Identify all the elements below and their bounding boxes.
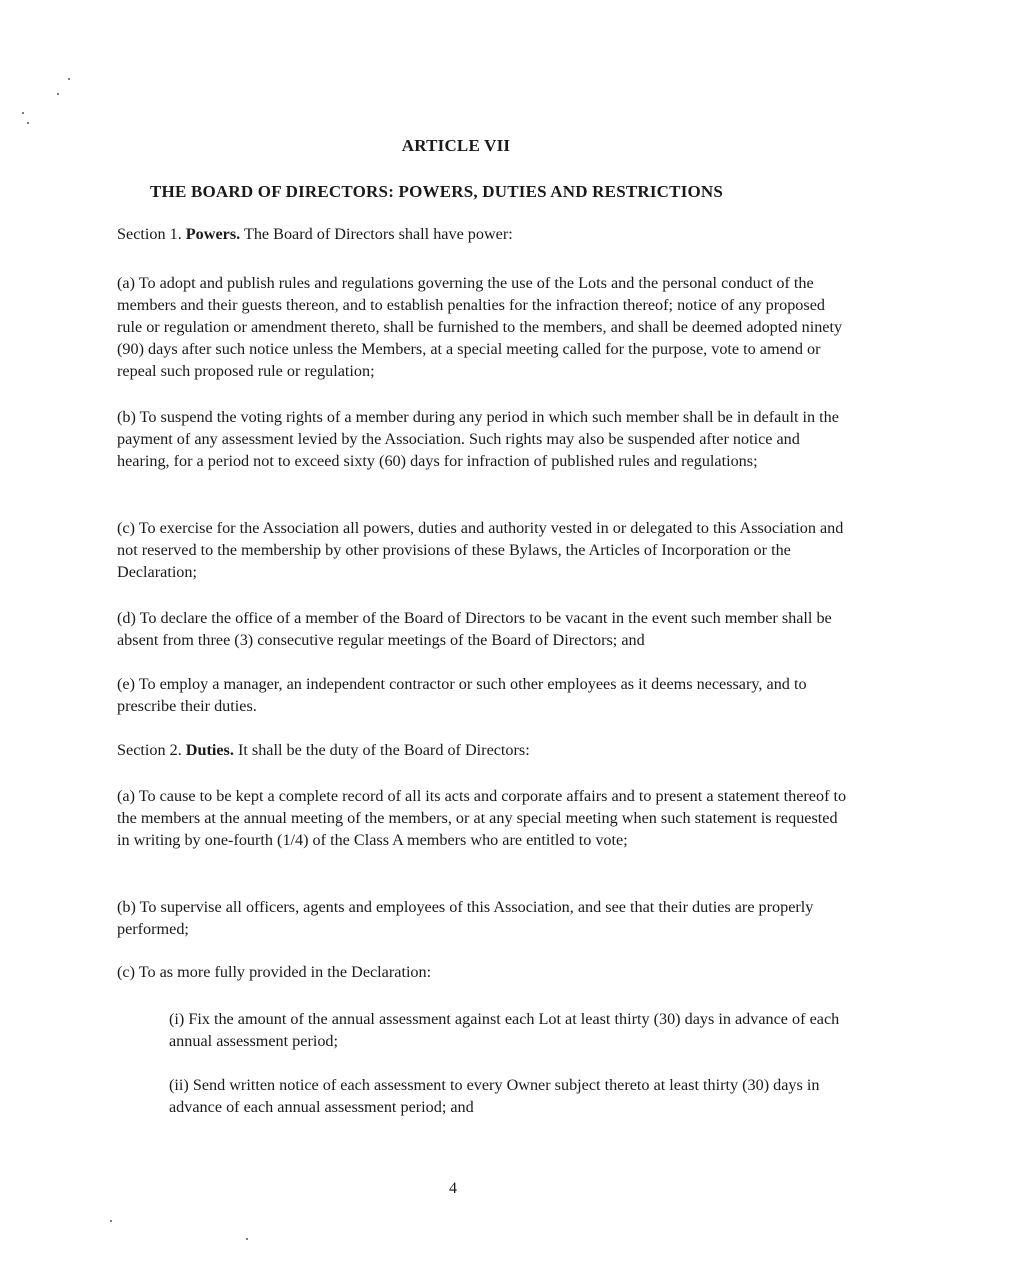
section-2-item-a: (a) To cause to be kept a complete record of all its acts and corporate affairs and to present a statement thereof to the members at the annual meeting of the members, or at any special meeting when such statement is requested in writing by one-fourth (1/4) of the Class A members who are entitled to vote; bbox=[117, 787, 847, 849]
section-2-title: Duties. bbox=[185, 741, 234, 759]
section-2-subitem-ii: (ii) Send written notice of each assessment to every Owner subject thereto at least thirty (30) days in advance of each annual assessment period; and bbox=[169, 1076, 820, 1116]
section-1-item-a: (a) To adopt and publish rules and regulations governing the use of the Lots and the personal conduct of the members and their guests thereon, and to establish penalties for the infraction thereof; notice of any proposed rule or regulation or amendment thereto, shall be furnished to the members, and shall be deemed adopted ninety (90) days after such notice unless the Members, at a special meeting called for the purpose, vote to amend or repeal such proposed rule or regulation; bbox=[117, 274, 843, 380]
scan-speck bbox=[110, 1220, 112, 1222]
scan-speck bbox=[27, 122, 29, 124]
article-subtitle: THE BOARD OF DIRECTORS: POWERS, DUTIES AND RESTRICTIONS bbox=[150, 182, 724, 201]
scan-speck bbox=[68, 78, 70, 80]
section-2-text: It shall be the duty of the Board of Directors: bbox=[237, 741, 530, 759]
section-2-heading bbox=[117, 739, 852, 761]
section-1-heading bbox=[117, 223, 852, 245]
section-1-item-d: (d) To declare the office of a member of the Board of Directors to be vacant in the event such member shall be absent from three (3) consecutive regular meetings of the Board of Directors; and bbox=[117, 609, 832, 649]
article-title: ARTICLE VII bbox=[401, 136, 511, 155]
section-2-item-b: (b) To supervise all officers, agents and employees of this Association, and see that their duties are properly performed; bbox=[117, 898, 814, 938]
scan-speck bbox=[22, 112, 24, 114]
section-2-item-c: (c) To as more fully provided in the Declaration: bbox=[117, 963, 432, 981]
section-1-item-b: (b) To suspend the voting rights of a member during any period in which such member shall be in default in the payment of any assessment levied by the Association. Such rights may also be suspended after notice and hearing, for a period not to exceed sixty (60) days for infraction of published rules and regulations; bbox=[117, 408, 839, 470]
page-number: 4 bbox=[449, 1180, 457, 1197]
section-2-subitem-i: (i) Fix the amount of the annual assessment against each Lot at least thirty (30) days in advance of each annual assessment period; bbox=[169, 1010, 840, 1050]
section-1-item-c: (c) To exercise for the Association all powers, duties and authority vested in or delegated to this Association and not reserved to the membership by other provisions of these Bylaws, the Articles of Incorporation or the Declaration; bbox=[117, 519, 844, 581]
section-1-text: The Board of Directors shall have power: bbox=[243, 225, 513, 243]
section-1-lead: Section 1. bbox=[117, 225, 182, 243]
section-1-item-e: (e) To employ a manager, an independent contractor or such other employees as it deems necessary, and to prescribe their duties. bbox=[117, 675, 807, 715]
scan-speck bbox=[57, 93, 59, 95]
scan-speck bbox=[246, 1238, 248, 1240]
section-1-title: Powers. bbox=[185, 225, 241, 243]
section-2-lead: Section 2. bbox=[117, 741, 182, 759]
